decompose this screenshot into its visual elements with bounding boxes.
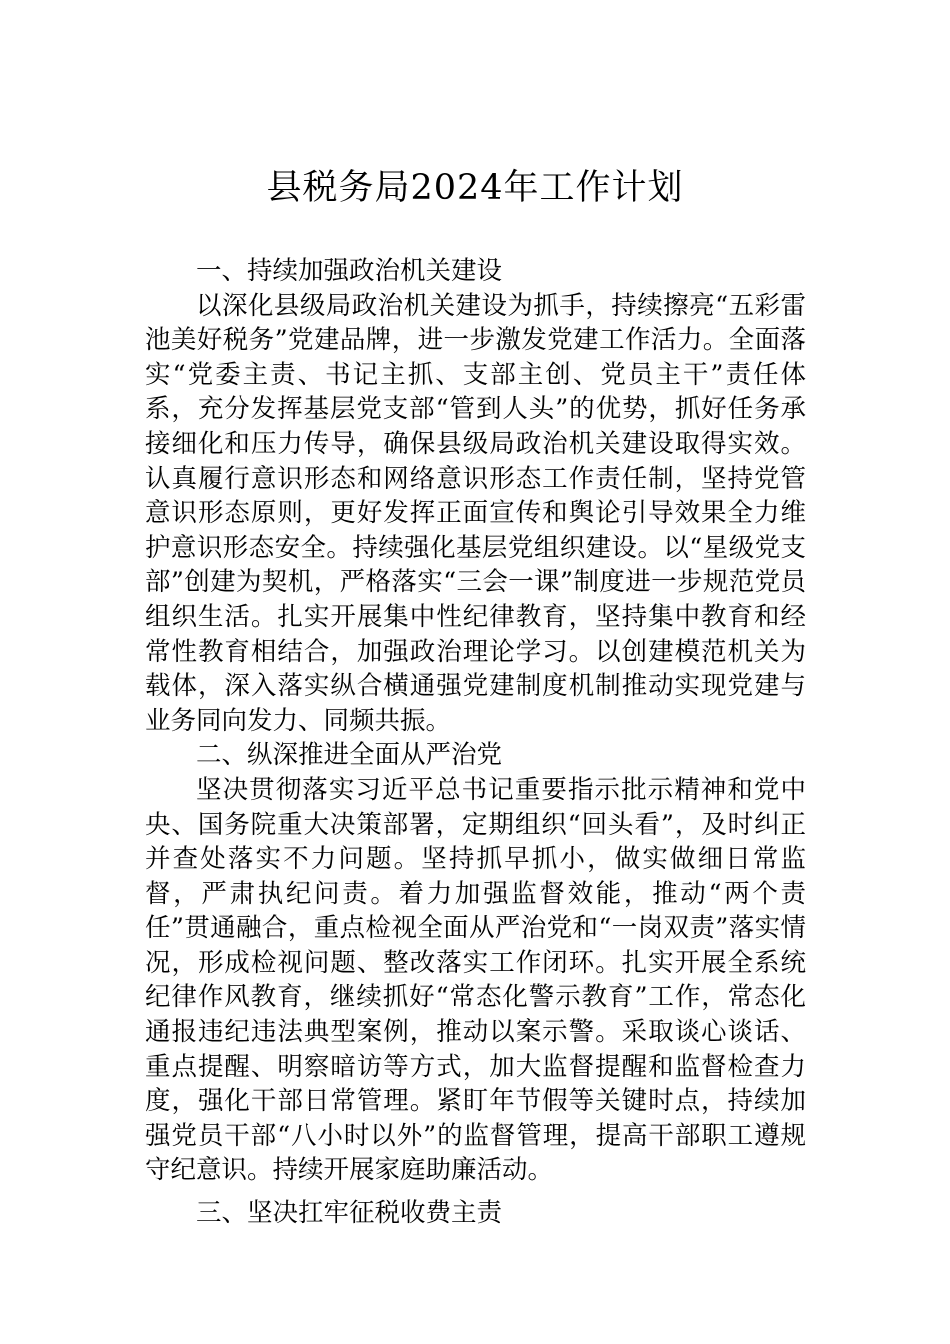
section-paragraph-2: 坚决贯彻落实习近平总书记重要指示批示精神和党中央、国务院重大决策部署，定期组织“回头看”，及时纠正并查处落实不力问题。坚持抓早抓小，做实做细日常监督，严肃执纪问责。着力加强监督效能，推动“两个责任”贯通融合，重点检视全面从严治党和“一岗双责”落实情况，形成检视问题、整改落实工作闭环。扎实开展全系统纪律作风教育，继续抓好“常态化警示教育”工作，常态化通报违纪违法典型案例，推动以案示警。采取谈心谈话、重点提醒、明察暗访等方式，加大监督提醒和监督检查力度，强化干部日常管理。紧盯年节假等关键时点，持续加强党员干部“八小时以外”的监督管理，提高干部职工遵规守纪意识。持续开展家庭助廉活动。 <box>145 774 806 1186</box>
section-heading-1: 一、持续加强政治机关建设 <box>196 256 503 286</box>
document-body <box>145 254 806 1231</box>
section-paragraph-1: 以深化县级局政治机关建设为抓手，持续擦亮“五彩雷池美好税务”党建品牌，进一步激发党建工作活力。全面落实“党委主责、书记主抓、支部主创、党员主干”责任体系，充分发挥基层党支部“管到人头”的优势，抓好任务承接细化和压力传导，确保县级局政治机关建设取得实效。认真履行意识形态和网络意识形态工作责任制，坚持党管意识形态原则，更好发挥正面宣传和舆论引导效果全力维护意识形态安全。持续强化基层党组织建设。以“星级党支部”创建为契机，严格落实“三会一课”制度进一步规范党员组织生活。扎实开展集中性纪律教育，坚持集中教育和经常性教育相结合，加强政治理论学习。以创建模范机关为载体，深入落实纵合横通强党建制度机制推动实现党建与业务同向发力、同频共振。 <box>145 290 806 736</box>
section-heading-3: 三、坚决扛牢征税收费主责 <box>196 1198 503 1229</box>
section-heading-2: 二、纵深推进全面从严治党 <box>196 740 503 771</box>
document-title: 县税务局2024年工作计划 <box>266 168 684 208</box>
